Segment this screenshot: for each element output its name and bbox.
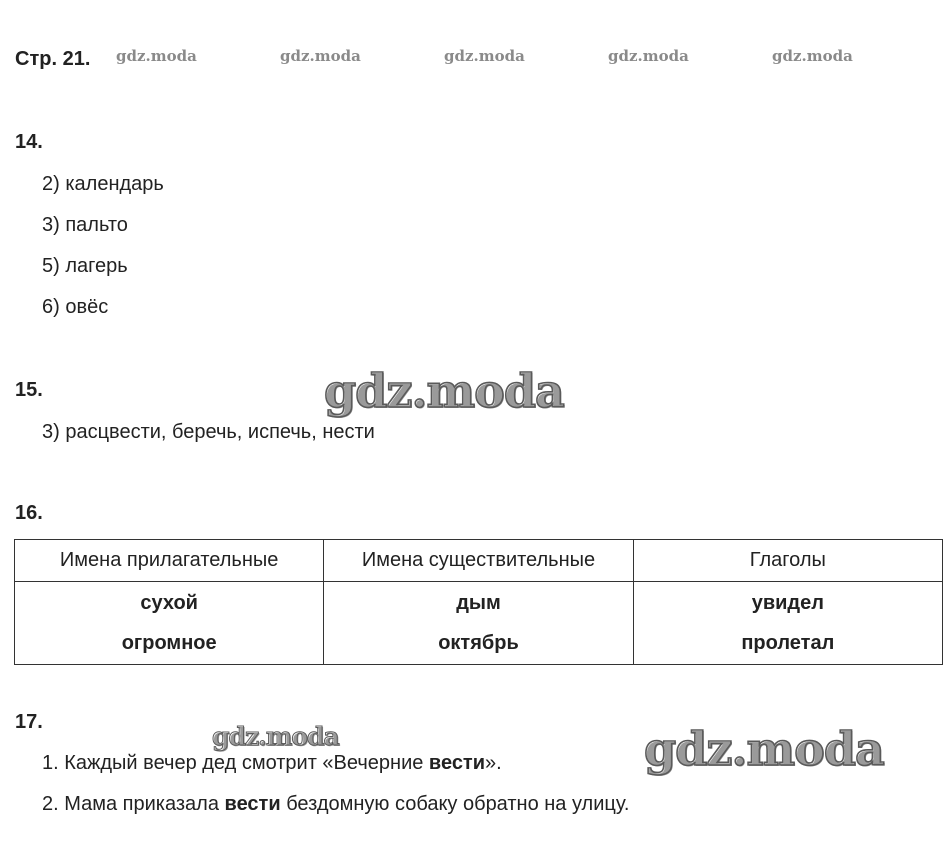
table-cell-adjectives	[15, 582, 324, 665]
sentence-text: ».	[485, 752, 502, 774]
watermark: gdz.moda	[608, 47, 689, 65]
task-16-number: 16.	[15, 502, 43, 524]
watermark: gdz.moda	[280, 47, 361, 65]
column-header: Глаголы	[633, 540, 942, 582]
cell-word: дым	[456, 592, 501, 614]
watermark: gdz.moda	[212, 722, 339, 751]
cell-word: пролетал	[741, 632, 835, 654]
cell-word: октябрь	[438, 632, 519, 654]
task-17-sentence-1	[42, 752, 502, 775]
task-14-item: 6) овёс	[42, 296, 109, 318]
sentence-text: бездомную собаку обратно на улицу.	[280, 793, 630, 815]
table-cell-verbs	[633, 582, 942, 665]
task-17-number: 17.	[15, 711, 43, 733]
task-14-item: 2) календарь	[42, 173, 164, 195]
task-14-number: 14.	[15, 131, 43, 153]
column-header: Имена прилагательные	[15, 540, 324, 582]
sentence-text: 1. Каждый вечер дед смотрит «Вечерние	[42, 752, 429, 774]
task-15-answer: 3) расцвести, беречь, испечь, нести	[42, 421, 375, 443]
table-header-row	[15, 540, 943, 582]
sentence-text: 2. Мама приказала	[42, 793, 225, 815]
watermark: gdz.moda	[444, 47, 525, 65]
parts-of-speech-table	[14, 539, 943, 665]
task-14-item: 3) пальто	[42, 214, 128, 236]
task-14-item: 5) лагерь	[42, 255, 128, 277]
cell-word: сухой	[140, 592, 198, 614]
page-label: Стр. 21.	[15, 48, 91, 70]
cell-word: увидел	[751, 592, 824, 614]
watermark: gdz.moda	[116, 47, 197, 65]
task-15-number: 15.	[15, 379, 43, 401]
watermark: gdz.moda	[644, 722, 884, 776]
cell-word: огромное	[121, 632, 217, 654]
column-header: Имена существительные	[324, 540, 633, 582]
highlighted-word: вести	[428, 752, 486, 774]
highlighted-word: вести	[224, 793, 281, 815]
watermark: gdz.moda	[772, 47, 853, 65]
task-17-sentence-2	[42, 793, 629, 816]
table-row	[15, 582, 943, 665]
watermark: gdz.moda	[324, 364, 564, 418]
table-cell-nouns	[324, 582, 633, 665]
